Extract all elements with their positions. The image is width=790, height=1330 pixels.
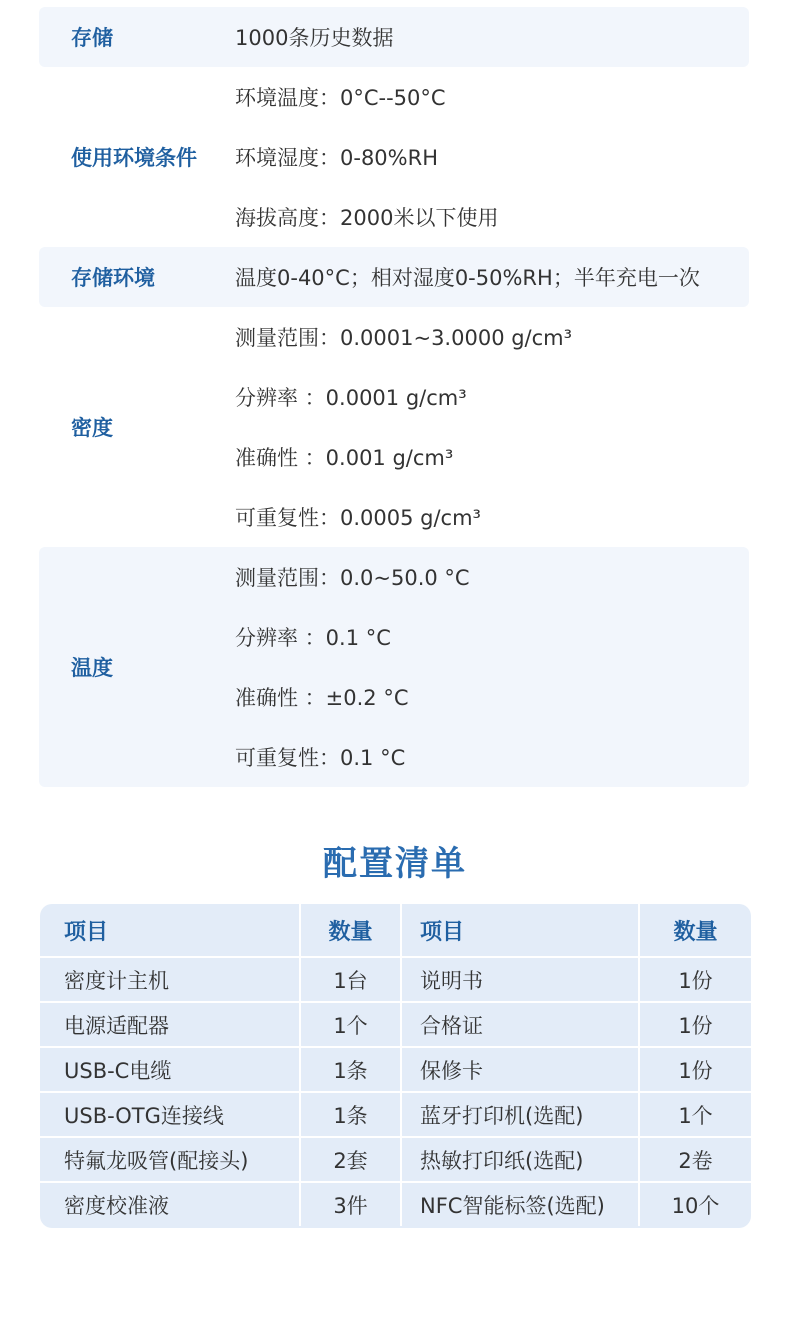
qty-cell: 1个: [639, 1092, 751, 1137]
spec-value: 分辨率 ：0.1 °C: [235, 626, 391, 650]
item-cell: USB-C电缆: [40, 1047, 300, 1092]
qty-cell: 1份: [639, 957, 751, 1002]
config-title: 配置清单: [323, 844, 467, 884]
spec-value: 准确性 ：±0.2 °C: [235, 686, 409, 710]
item-cell: 保修卡: [401, 1047, 639, 1092]
spec-value: 准确性 ：0.001 g/cm³: [235, 446, 454, 470]
qty-cell: 1条: [300, 1092, 401, 1137]
spec-group-storage: [39, 7, 749, 67]
spec-value: 海拔高度：2000米以下使用: [235, 206, 499, 230]
header-item: 项目: [401, 904, 639, 957]
table-row: [40, 1182, 751, 1226]
item-cell: 密度校准液: [40, 1182, 300, 1226]
spec-value: 测量范围：0.0001~3.0000 g/cm³: [235, 326, 573, 350]
header-item: 项目: [40, 904, 300, 957]
qty-cell: 2套: [300, 1137, 401, 1182]
item-cell: 蓝牙打印机(选配): [401, 1092, 639, 1137]
qty-cell: 2卷: [639, 1137, 751, 1182]
spec-value: 环境温度：0°C--50°C: [235, 86, 446, 110]
spec-value: 测量范围：0.0~50.0 °C: [235, 566, 470, 590]
qty-cell: 3件: [300, 1182, 401, 1226]
item-cell: USB-OTG连接线: [40, 1092, 300, 1137]
item-cell: NFC智能标签(选配): [401, 1182, 639, 1226]
qty-cell: 1个: [300, 1002, 401, 1047]
table-row: [40, 1002, 751, 1047]
item-cell: 合格证: [401, 1002, 639, 1047]
spec-group-storage-environment: [39, 247, 749, 307]
table-row: [40, 1092, 751, 1137]
spec-group-temperature: [39, 547, 749, 787]
spec-label: 存储环境: [71, 266, 155, 290]
table-row: [40, 1137, 751, 1182]
qty-cell: 1台: [300, 957, 401, 1002]
spec-label: 存储: [71, 26, 113, 50]
qty-cell: 10个: [639, 1182, 751, 1226]
table-row: [40, 1047, 751, 1092]
qty-cell: 1份: [639, 1002, 751, 1047]
spec-value: 环境湿度：0-80%RH: [235, 146, 438, 170]
spec-label: 密度: [71, 416, 113, 440]
table-row: [40, 957, 751, 1002]
spec-label: 使用环境条件: [71, 146, 197, 170]
item-cell: 密度计主机: [40, 957, 300, 1002]
spec-value: 1000条历史数据: [235, 26, 394, 50]
spec-label: 温度: [71, 656, 113, 680]
config-table: [40, 904, 751, 1228]
item-cell: 热敏打印纸(选配): [401, 1137, 639, 1182]
spec-value: 可重复性：0.0005 g/cm³: [235, 506, 481, 530]
spec-value: 温度0-40°C；相对湿度0-50%RH；半年充电一次: [235, 266, 700, 290]
qty-cell: 1份: [639, 1047, 751, 1092]
item-cell: 说明书: [401, 957, 639, 1002]
spec-table: [39, 7, 749, 787]
config-header-row: [40, 904, 751, 957]
spec-group-density: [39, 307, 749, 547]
spec-value: 可重复性：0.1 °C: [235, 746, 406, 770]
spec-group-environment: [39, 67, 749, 247]
qty-cell: 1条: [300, 1047, 401, 1092]
spec-value: 分辨率 ：0.0001 g/cm³: [235, 386, 467, 410]
item-cell: 电源适配器: [40, 1002, 300, 1047]
header-qty: 数量: [673, 919, 718, 945]
header-qty: 数量: [300, 904, 401, 957]
item-cell: 特氟龙吸管(配接头): [40, 1137, 300, 1182]
